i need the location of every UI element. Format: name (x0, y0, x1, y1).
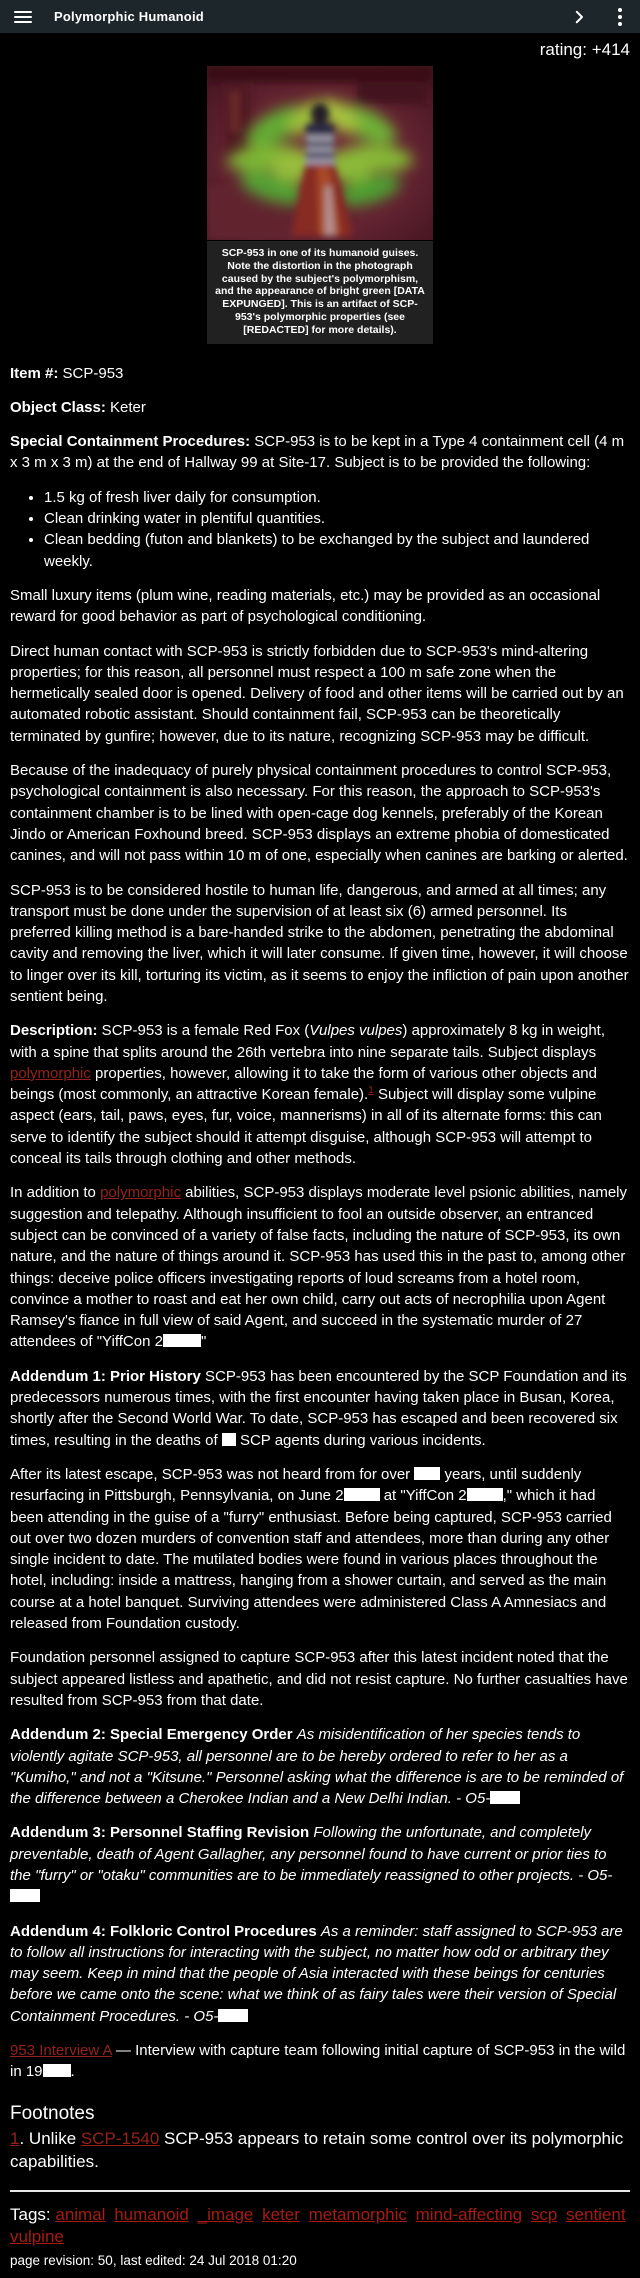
italic-text: As a reminder: staff assigned to SCP-953 are to follow all instructions for interacting with the subject, no matter how odd or arbitrary they may seem. Keep in mind that the people of Asia interacted with these beings for centuries before we came onto the scene: what we think of as fairy tales were their version of Special Containment Procedures. - O5- (10, 1922, 623, 2025)
redaction-block (490, 1791, 520, 1804)
app-bar (0, 0, 640, 33)
app-bar-title: Polymorphic Humanoid (54, 9, 204, 24)
paragraph: 953 Interview A — Interview with capture team following initial capture of SCP-953 in the wild in 19 . (10, 2042, 626, 2081)
forward-icon[interactable] (570, 8, 588, 26)
tag-link[interactable]: _image (197, 2204, 254, 2224)
tags-label: Tags: (10, 2204, 51, 2224)
footnote-ref[interactable] (368, 1085, 374, 1096)
tag-link[interactable]: mind-affecting (415, 2204, 523, 2224)
redaction-block (344, 1488, 380, 1501)
redaction-block (222, 1433, 236, 1446)
italic-text: As misidentification of her species tends to violently agitate SCP-953, all personnel are to be hereby ordered to refer to her as a "Kumiho," and not a "Kitsune." Personnel asking what the difference is are to be reminded of the difference between a Cherokee Indian and a New Delhi Indian. - O5- (10, 1726, 624, 1808)
list-item: • Clean drinking water in plentiful quantities. (44, 508, 630, 529)
bold-lead-in: Addendum 2: Special Emergency Order (10, 1726, 293, 1744)
tags-row (10, 2204, 630, 2250)
paragraph: After its latest escape, SCP-953 was not heard from for over years, until suddenly resurfacing in Pittsburgh, Pennsylvania, on June 2 at "YiffCon 2 ," which it had been attending in the guise of a "furry" enthusiast. Before being captured, SCP-953 carried out over two dozen murders of convention staff and attendees, more than during any other single incident to date. The mutilated bodies were found in various places throughout the hotel, including: inside a mattress, hanging from a shower curtain, and served as the main course at a hotel banquet. Surviving attendees were administered Class A Amnesiacs and released from Foundation custody. (10, 1465, 612, 1633)
divider (10, 2190, 630, 2192)
tag-link[interactable]: animal (55, 2204, 106, 2224)
inline-link[interactable]: polymorphic (10, 1064, 91, 1082)
footnotes-heading: Footnotes (10, 2102, 95, 2124)
redaction-block (10, 1889, 40, 1902)
paragraph (10, 1724, 630, 1809)
paragraph: Object Class: Keter (10, 398, 146, 416)
inline-link[interactable]: polymorphic (100, 1184, 181, 1202)
paragraph: In addition to polymorphic abilities, SCP-953 displays moderate level psionic abilities, namely suggestion and telepathy. Although insufficient to fool an outside observer, an entranced subject can be convinced of a variety of false facts, including the nature of SCP-953, its own nature, and the nature of things around it. SCP-953 has used this in the past to, among other things: deceive police officers investigating reports of loud screams from a hotel room, convince a mother to roast and eat her own child, carry out acts of necrophilia upon Agent Ramsey's fiance in full view of said Agent, and succeed in the systematic murder of 27 attendees of "YiffCon 2 " (10, 1184, 627, 1351)
rating-text: rating: +414 (539, 40, 630, 59)
tag-link[interactable]: vulpine (10, 2227, 64, 2247)
paragraph: Item #: SCP-953 (10, 364, 124, 382)
inline-link[interactable]: 953 Interview A (10, 2042, 112, 2060)
footnote-item: 1. Unlike SCP-1540 SCP-953 appears to retain some control over its polymorphic capabilities. (10, 2128, 624, 2171)
article-body (0, 344, 640, 2083)
redaction-block (218, 2009, 248, 2022)
photo-caption: SCP-953 in one of its humanoid guises. Note the distortion in the photograph caused by the subject's polymorphism, and the appearance of bright green [DATA EXPUNGED]. This is an artifact of SCP-953's polymorphic properties (see [REDACTED] for more details). (207, 241, 433, 344)
bullet-list (10, 487, 630, 572)
tag-link[interactable]: keter (262, 2204, 300, 2224)
paragraph: Addendum 1: Prior History SCP-953 has been encountered by the SCP Foundation and its predecessors numerous times, with the first encounter having taken place in Busan, Korea, shortly after the Second World War. To date, SCP-953 has escaped and been recovered six times, resulting in the deaths of SCP agents during various incidents. (10, 1367, 627, 1449)
bold-lead-in: Addendum 1: Prior History (10, 1367, 201, 1385)
bold-lead-in: Object Class: (10, 398, 106, 416)
paragraph: Special Containment Procedures: SCP-953 is to be kept in a Type 4 containment cell (4 m x 3 m x 3 m) at the end of Hallway 99 at Site-17. Subject is to be provided the following: (10, 433, 625, 472)
paragraph (10, 1822, 630, 1907)
redaction-block (43, 2064, 71, 2077)
paragraph: SCP-953 is to be considered hostile to human life, dangerous, and armed at all times; any transport must be done under the supervision of at least six (6) armed personnel. Its preferred killing method is a bare-handed strike to the abdomen, penetrating the abdominal cavity and removing the liver, which it will later consume. If given time, however, it will choose to linger over its kill, torturing its victim, as it seems to enjoy the infliction of pain upon another sentient being. (10, 881, 629, 1005)
list-item: • Clean bedding (futon and blankets) to be exchanged by the subject and laundered weekly. (44, 529, 630, 572)
redaction-block (467, 1488, 503, 1501)
tag-link[interactable]: humanoid (114, 2204, 189, 2224)
more-vert-icon[interactable] (614, 6, 626, 28)
bold-lead-in: Description: (10, 1022, 98, 1040)
italic-text: Following the unfortunate, and completely preventable, death of Agent Gallagher, any personnel found to have current or prior ties to the "furry" or "otaku" communities are to be immediately reassigned to other projects. - O5- (10, 1824, 613, 1884)
inline-link[interactable]: SCP-1540 (80, 2128, 160, 2148)
bold-lead-in: Addendum 4: Folkloric Control Procedures (10, 1922, 317, 1940)
tag-link[interactable]: metamorphic (308, 2204, 407, 2224)
tag-link[interactable]: sentient (566, 2204, 626, 2224)
italic-text: Vulpes vulpes (309, 1022, 403, 1040)
paragraph (10, 1921, 630, 2027)
scp-figure (207, 66, 433, 344)
paragraph: Description: SCP-953 is a female Red Fox (Vulpes vulpes) approximately 8 kg in weight, with a spine that splits around the 26th vertebra into nine separate tails. Subject displays polymorphic properties, however, allowing it to take the form of various other objects and beings (most commonly, an attractive Korean female).$^1$ Subject will display some vulpine aspect (ears, tail, paws, eyes, fur, voice, mannerisms) in all of its alternate forms: this can serve to identify the subject should it attempt disguise, although SCP-953 will attempt to conceal its tails through clothing and other methods. (10, 1022, 606, 1168)
bold-lead-in: Addendum 3: Personnel Staffing Revision (10, 1824, 310, 1842)
redaction-block (414, 1467, 440, 1480)
page-revision: page revision: 50, last edited: 24 Jul 2018 01:20 (10, 2253, 297, 2269)
inline-link[interactable]: 1 (10, 2128, 20, 2148)
bold-lead-in: Special Containment Procedures: (10, 433, 251, 451)
bold-lead-in: Item #: (10, 364, 59, 382)
scp-photo-image (207, 66, 433, 240)
list-item: • 1.5 kg of fresh liver daily for consumption. (44, 487, 630, 508)
footnote-ref-link[interactable]: 1 (368, 1085, 374, 1097)
tag-link[interactable]: scp (530, 2204, 558, 2224)
paragraph: Foundation personnel assigned to capture SCP-953 after this latest incident noted that the subject appeared listless and apathetic, and did not resist capture. No further casualties have resulted from SCP-953 from that date. (10, 1649, 628, 1709)
paragraph: Because of the inadequacy of purely physical containment procedures to control SCP-953, psychological containment is also necessary. For this reason, the approach to SCP-953's containment chamber is to be lined with open-cage dog kennels, preferably of the Korean Jindo or American Foxhound breed. SCP-953 displays an extreme phobia of domesticated canines, and will not pass within 10 m of one, especially when canines are barking or alerted. (10, 762, 628, 865)
redaction-block (163, 1334, 201, 1347)
paragraph: Direct human contact with SCP-953 is strictly forbidden due to SCP-953's mind-altering properties; for this reason, all personnel must respect a 100 m safe zone when the hermetically sealed door is opened. Delivery of food and other items will be carried out by an automated robotic assistant. Should containment fail, SCP-953 can be theoretically terminated by gunfire; however, due to its nature, recognizing SCP-953 may be difficult. (10, 642, 624, 745)
menu-icon[interactable] (14, 11, 32, 23)
paragraph: Small luxury items (plum wine, reading materials, etc.) may be provided as an occasional reward for good behavior as part of psychological conditioning. (10, 586, 601, 626)
